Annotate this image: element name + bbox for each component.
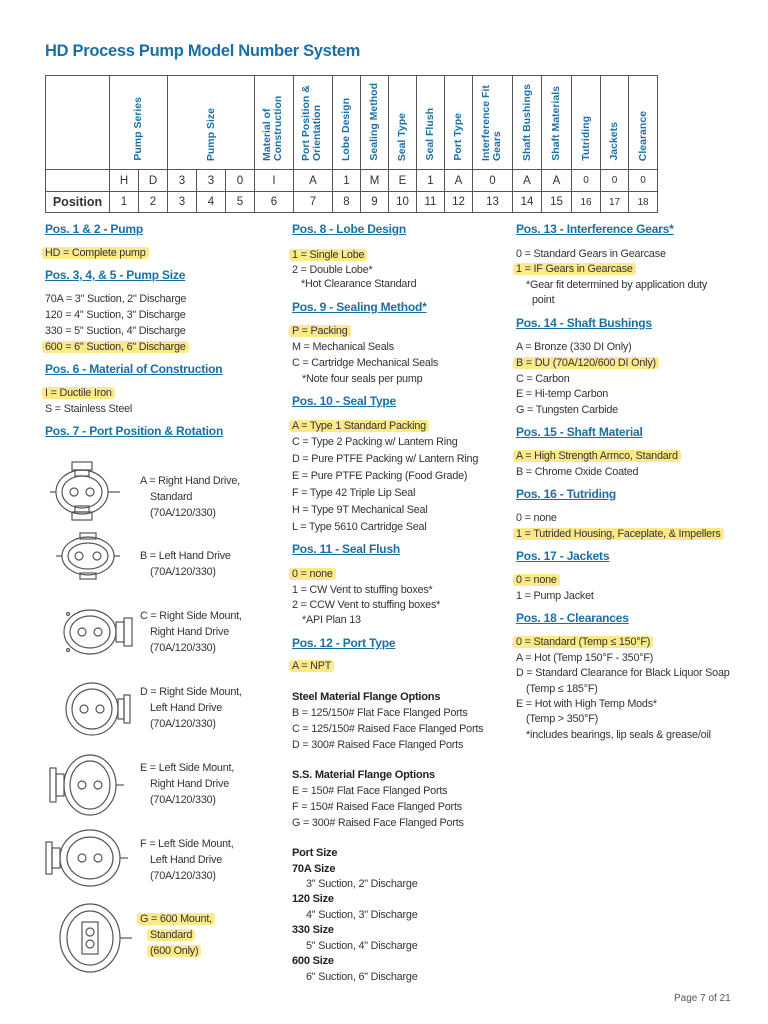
table-cell: 5	[226, 192, 255, 213]
option-line: D = Pure PTFE Packing w/ Lantern Ring	[292, 453, 479, 465]
page-title: HD Process Pump Model Number System	[45, 42, 361, 60]
table-cell: 3	[168, 170, 197, 192]
section-pos-12-heading: Pos. 12 - Port Type	[292, 636, 396, 650]
option-line: C = 125/150# Raised Face Flanged Ports	[292, 723, 484, 735]
option-line: 120 = 4" Suction, 3" Discharge	[45, 309, 186, 321]
table-header-cell: Pump Series	[110, 76, 168, 170]
option-line: E = Pure PTFE Packing (Food Grade)	[292, 470, 468, 482]
option-note: *Note four seals per pump	[302, 373, 423, 385]
selected-option: 600 = 6" Suction, 6" Discharge	[42, 341, 189, 353]
option-line: F = 150# Raised Face Flanged Ports	[292, 801, 462, 813]
table-header-cell: Shaft Bushings	[513, 76, 542, 170]
selected-option: (600 Only)	[147, 945, 201, 957]
table-cell: 8	[333, 192, 361, 213]
option-line: A = Hot (Temp 150°F - 350°F)	[516, 652, 654, 664]
port-option-f-line: (70A/120/330)	[150, 870, 216, 882]
selected-option: 0 = none	[513, 574, 560, 586]
table-header-cell: Port Type	[445, 76, 473, 170]
section-pos-1-2-heading: Pos. 1 & 2 - Pump	[45, 222, 143, 236]
section-pos-17-heading: Pos. 17 - Jackets	[516, 549, 610, 563]
table-position-row	[46, 192, 658, 213]
pump-drawing-f-icon	[44, 826, 130, 890]
selected-option: HD = Complete pump	[42, 247, 149, 259]
table-corner-cell	[46, 76, 110, 170]
table-cell: I	[255, 170, 294, 192]
table-values-row	[46, 170, 658, 192]
table-header-row	[46, 76, 658, 170]
section-pos-10-heading: Pos. 10 - Seal Type	[292, 394, 397, 408]
table-cell: D	[139, 170, 168, 192]
table-cell: 7	[294, 192, 333, 213]
option-line: E = 150# Flat Face Flanged Ports	[292, 785, 448, 797]
port-size-330: 330 Size	[292, 924, 334, 936]
section-pos-9-heading: Pos. 9 - Sealing Method*	[292, 300, 427, 314]
table-header-cell: Clearance	[629, 76, 658, 170]
option-line: S = Stainless Steel	[45, 403, 133, 415]
option-note: *Gear fit determined by application duty	[526, 279, 708, 291]
selected-option: 1 = Single Lobe	[289, 249, 367, 261]
port-option-d-line: Left Hand Drive	[150, 702, 223, 714]
selected-option: I = Ductile Iron	[42, 387, 115, 399]
table-cell: 10	[389, 192, 417, 213]
option-line: B = Chrome Oxide Coated	[516, 466, 639, 478]
table-cell: 15	[542, 192, 572, 213]
port-option-c-line: Right Hand Drive	[150, 626, 230, 638]
option-line: C = Type 2 Packing w/ Lantern Ring	[292, 436, 458, 448]
option-line: B = 125/150# Flat Face Flanged Ports	[292, 707, 468, 719]
table-header-cell: Seal Type	[389, 76, 417, 170]
table-cell: 9	[361, 192, 389, 213]
selected-option: 1 = Tutrided Housing, Faceplate, & Impellers	[513, 528, 724, 540]
steel-flange-heading: Steel Material Flange Options	[292, 691, 441, 703]
table-cell: 18	[629, 192, 658, 213]
table-cell: 12	[445, 192, 473, 213]
option-line: A = Bronze (330 DI Only)	[516, 341, 632, 353]
pump-drawing-d-icon	[62, 676, 132, 742]
section-pos-14-heading: Pos. 14 - Shaft Bushings	[516, 316, 652, 330]
table-cell: M	[361, 170, 389, 192]
port-option-c-line: (70A/120/330)	[150, 642, 216, 654]
table-cell: H	[110, 170, 139, 192]
section-pos-18-heading: Pos. 18 - Clearances	[516, 611, 629, 625]
selected-option: 1 = IF Gears in Gearcase	[513, 263, 636, 275]
table-cell: 6	[255, 192, 294, 213]
table-header-cell: Tutriding	[572, 76, 601, 170]
pump-drawing-c-icon	[60, 602, 134, 662]
section-pos-3-5-heading: Pos. 3, 4, & 5 - Pump Size	[45, 268, 186, 282]
port-size-value: 4" Suction, 3" Discharge	[306, 909, 418, 921]
position-label: Position	[46, 192, 110, 213]
table-cell: 0	[226, 170, 255, 192]
page-number: Page 7 of 21	[674, 993, 731, 1004]
table-header-cell: Pump Size	[168, 76, 255, 170]
selected-option: 0 = Standard (Temp ≤ 150°F)	[513, 636, 653, 648]
option-line: 70A = 3" Suction, 2" Discharge	[45, 293, 187, 305]
table-cell: 0	[572, 170, 601, 192]
table-cell: E	[389, 170, 417, 192]
selected-option: P = Packing	[289, 325, 351, 337]
selected-option: B = DU (70A/120/600 DI Only)	[513, 357, 659, 369]
table-cell: 11	[417, 192, 445, 213]
table-cell	[46, 170, 110, 192]
port-size-value: 6" Suction, 6" Discharge	[306, 971, 418, 983]
table-cell: A	[445, 170, 473, 192]
option-line: C = Cartridge Mechanical Seals	[292, 357, 439, 369]
table-cell: 3	[168, 192, 197, 213]
pump-drawing-b-icon	[55, 532, 121, 580]
option-note: *Hot Clearance Standard	[301, 278, 417, 290]
table-cell: 2	[139, 192, 168, 213]
table-cell: A	[513, 170, 542, 192]
section-pos-7-heading: Pos. 7 - Port Position & Rotation	[45, 424, 224, 438]
model-number-table	[45, 75, 658, 213]
table-cell: 0	[629, 170, 658, 192]
port-size-value: 5" Suction, 4" Discharge	[306, 940, 418, 952]
table-cell: 3	[197, 170, 226, 192]
section-pos-11-heading: Pos. 11 - Seal Flush	[292, 542, 401, 556]
table-cell: 17	[601, 192, 629, 213]
selected-option: 0 = none	[289, 568, 336, 580]
table-header-cell: Sealing Method	[361, 76, 389, 170]
section-pos-15-heading: Pos. 15 - Shaft Material	[516, 425, 643, 439]
option-line: 0 = Standard Gears in Gearcase	[516, 248, 666, 260]
section-pos-13-heading: Pos. 13 - Interference Gears*	[516, 222, 674, 236]
option-line: E = Hot with High Temp Mods*	[516, 698, 657, 710]
option-line: E = Hi-temp Carbon	[516, 388, 609, 400]
port-size-600: 600 Size	[292, 955, 334, 967]
port-option-f-line: Left Hand Drive	[150, 854, 223, 866]
table-header-cell: Lobe Design	[333, 76, 361, 170]
pump-drawing-a-icon	[48, 460, 122, 522]
option-line: C = Carbon	[516, 373, 570, 385]
port-option-c: C = Right Side Mount,	[140, 610, 242, 622]
table-cell: 13	[473, 192, 513, 213]
option-line: M = Mechanical Seals	[292, 341, 394, 353]
port-option-e: E = Left Side Mount,	[140, 762, 235, 774]
port-option-e-line: Right Hand Drive	[150, 778, 230, 790]
table-cell: A	[294, 170, 333, 192]
port-size-heading: Port Size	[292, 847, 338, 859]
option-line: 2 = CCW Vent to stuffing boxes*	[292, 599, 441, 611]
port-option-a-line: (70A/120/330)	[150, 507, 216, 519]
option-note: point	[532, 294, 555, 306]
port-option-e-line: (70A/120/330)	[150, 794, 216, 806]
option-line: 1 = Pump Jacket	[516, 590, 594, 602]
option-line: D = Standard Clearance for Black Liquor Soap	[516, 667, 730, 679]
table-cell: 1	[417, 170, 445, 192]
section-pos-6-heading: Pos. 6 - Material of Construction	[45, 362, 223, 376]
option-line: F = Type 42 Triple Lip Seal	[292, 487, 416, 499]
option-line: G = 300# Raised Face Flanged Ports	[292, 817, 464, 829]
option-line: D = 300# Raised Face Flanged Ports	[292, 739, 464, 751]
option-note: *API Plan 13	[302, 614, 361, 626]
port-option-b-line: (70A/120/330)	[150, 566, 216, 578]
port-size-value: 3" Suction, 2" Discharge	[306, 878, 418, 890]
pump-drawing-g-icon	[58, 902, 134, 974]
option-line: G = Tungsten Carbide	[516, 404, 618, 416]
option-line: 0 = none	[516, 512, 557, 524]
port-option-b: B = Left Hand Drive	[140, 550, 231, 562]
pump-drawing-e-icon	[48, 750, 126, 820]
option-note: (Temp > 350°F)	[526, 713, 599, 725]
port-option-f: F = Left Side Mount,	[140, 838, 234, 850]
selected-option: Standard	[147, 929, 195, 941]
option-note: (Temp ≤ 185°F)	[526, 683, 598, 695]
table-header-cell: Shaft Materials	[542, 76, 572, 170]
section-pos-16-heading: Pos. 16 - Tutriding	[516, 487, 616, 501]
port-size-120: 120 Size	[292, 893, 334, 905]
port-option-a-line: Standard	[150, 491, 193, 503]
selected-option: A = High Strength Armco, Standard	[513, 450, 681, 462]
option-line: 330 = 5" Suction, 4" Discharge	[45, 325, 186, 337]
selected-option: A = NPT	[289, 660, 334, 672]
port-option-d: D = Right Side Mount,	[140, 686, 242, 698]
option-line: 2 = Double Lobe*	[292, 264, 373, 276]
table-cell: 1	[110, 192, 139, 213]
table-cell: 14	[513, 192, 542, 213]
table-cell: 0	[601, 170, 629, 192]
table-header-cell: Material of Construction	[255, 76, 294, 170]
option-line: L = Type 5610 Cartridge Seal	[292, 521, 427, 533]
table-cell: 0	[473, 170, 513, 192]
table-header-cell: Port Position & Orientation	[294, 76, 333, 170]
table-cell: 4	[197, 192, 226, 213]
option-note: *includes bearings, lip seals & grease/oil	[526, 729, 711, 741]
ss-flange-heading: S.S. Material Flange Options	[292, 769, 435, 781]
table-header-cell: Interference Fit Gears	[473, 76, 513, 170]
section-pos-8-heading: Pos. 8 - Lobe Design	[292, 222, 407, 236]
table-header-cell: Jackets	[601, 76, 629, 170]
table-cell: 16	[572, 192, 601, 213]
selected-option: G = 600 Mount,	[137, 913, 215, 925]
table-cell: A	[542, 170, 572, 192]
selected-option: A = Type 1 Standard Packing	[289, 420, 429, 432]
table-header-cell: Seal Flush	[417, 76, 445, 170]
option-line: 1 = CW Vent to stuffing boxes*	[292, 584, 433, 596]
table-cell: 1	[333, 170, 361, 192]
option-line: H = Type 9T Mechanical Seal	[292, 504, 428, 516]
port-option-d-line: (70A/120/330)	[150, 718, 216, 730]
port-option-a: A = Right Hand Drive,	[140, 475, 240, 487]
port-size-70a: 70A Size	[292, 863, 336, 875]
